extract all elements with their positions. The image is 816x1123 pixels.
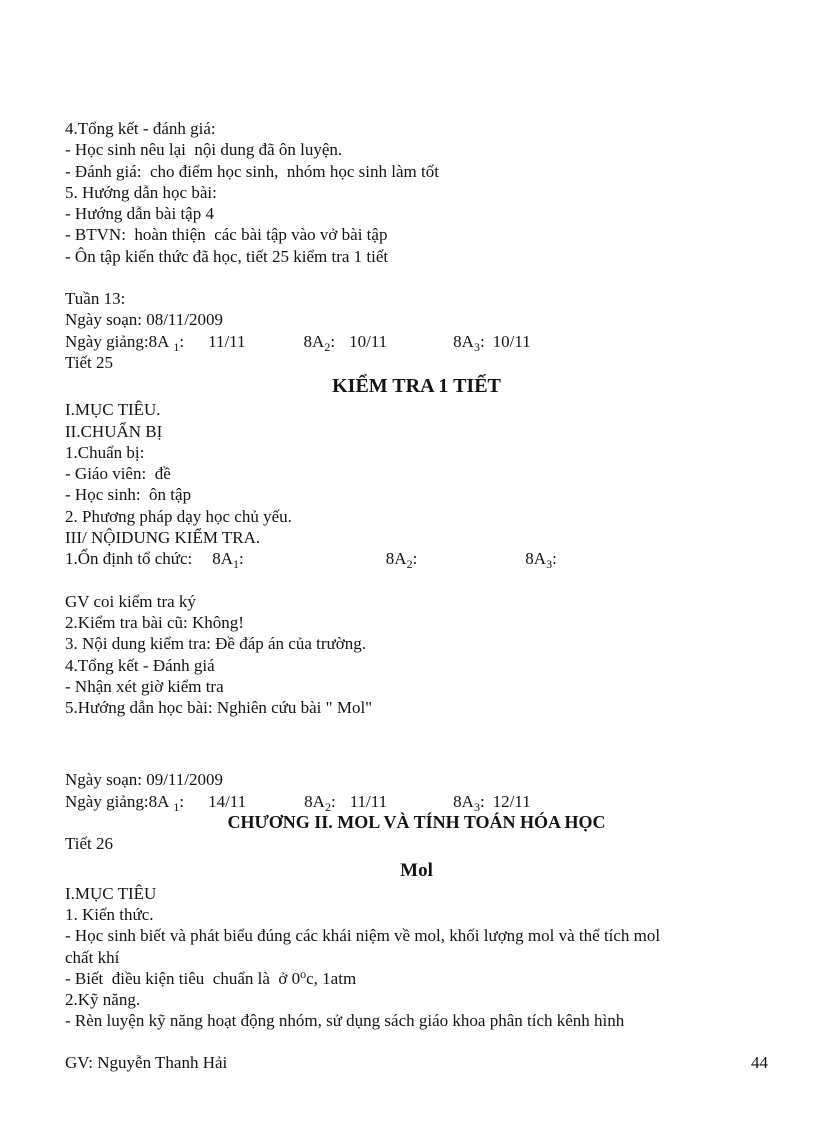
tab-space — [387, 806, 453, 807]
date-8a1: 11/11 — [208, 331, 246, 351]
blank-line — [65, 718, 768, 769]
tab-space — [485, 346, 493, 347]
class-8a2: 8A — [304, 791, 325, 811]
ngay-giang-line: Ngày giảng:8A $_1$: 14/11 $8A_2$: 11/11 $8A_3$: 12/11 — [65, 791, 531, 814]
tiet-label: Tiết 25 — [65, 352, 114, 372]
text-line: chất khí — [65, 947, 120, 967]
text-line: 5.Hướng dẫn học bài: Nghiên cứu bài " Mol" — [65, 698, 373, 718]
text-line: - Nhận xét giờ kiểm tra — [65, 676, 224, 696]
lesson-title: KIỂM TRA 1 TIẾT — [332, 375, 501, 398]
date-8a3: 10/11 — [492, 331, 531, 351]
class-8a2-subscript: 2 — [324, 799, 331, 814]
tab-space — [192, 563, 212, 564]
date-8a3: 12/11 — [492, 791, 531, 811]
ngay-giang-line: Ngày giảng:8A $_1$: 11/11 $8A_2$: 10/11 $8A_3$: 10/11 — [65, 331, 531, 354]
review-line: - Ôn tập kiến thức đã học, tiết 25 kiểm tra 1 tiết — [65, 246, 389, 266]
class-8a3-subscript: 3 — [473, 339, 480, 354]
section-heading: III/ NỘIDUNG KIỂM TRA. — [65, 528, 261, 548]
review-line: 5. Hướng dẫn học bài: — [65, 182, 217, 202]
text-line: 2.Kiểm tra bài cũ: Không! — [65, 612, 244, 632]
section-heading: I.MỤC TIÊU. — [65, 400, 161, 420]
class-8a3-subscript: 3 — [473, 799, 480, 814]
std-condition-line: - Biết điều kiện tiêu chuẩn là ở 0$^o$c, 1atm — [65, 966, 357, 988]
footer-teacher: GV: Nguyễn Thanh Hải — [65, 1053, 228, 1072]
class-8a1-subscript: 1 — [233, 557, 240, 572]
class-8a2-subscript: 2 — [324, 339, 331, 354]
page-footer — [65, 1052, 768, 1073]
text-line: 1. Kiến thức. — [65, 904, 154, 924]
class-8a3: 8A — [453, 331, 474, 351]
degree-superscript: o — [300, 966, 307, 981]
week-label: Tuần 13: — [65, 289, 126, 309]
text-line: GV coi kiểm tra ký — [65, 591, 196, 611]
on-dinh-prefix: 1.Ổn định tổ chức: — [65, 549, 193, 569]
review-line: 4.Tổng kết - đánh giá: — [65, 119, 216, 138]
blank-line — [65, 570, 768, 591]
text-line: - Học sinh biết và phát biểu đúng các khái niệm về mol, khối lượng mol và thể tích mol — [65, 926, 661, 946]
text-line: 2. Phương pháp dạy học chủ yếu. — [65, 506, 292, 526]
text-line: - Giáo viên: đề — [65, 464, 171, 484]
review-line: - BTVN: hoàn thiện các bài tập vào vở bài tập — [65, 225, 388, 245]
text-line: 1.Chuẩn bị: — [65, 442, 145, 462]
text-line: - Học sinh: ôn tập — [65, 485, 192, 505]
ngay-soan-line: Ngày soạn: 08/11/2009 — [65, 310, 224, 330]
date-8a2: 11/11 — [349, 791, 388, 811]
text-line: 4.Tổng kết - Đánh giá — [65, 655, 215, 675]
class-8a1-subscript: 1 — [173, 799, 180, 814]
page-number: 44 — [751, 1053, 768, 1072]
review-line: - Đánh giá: cho điểm học sinh, nhóm học sinh làm tốt — [65, 161, 439, 181]
class-8a1: 8A — [212, 549, 234, 569]
tab-space — [336, 806, 350, 807]
class-8a2-subscript: 2 — [406, 557, 413, 572]
tab-space — [417, 563, 525, 564]
blank-line — [65, 267, 768, 288]
tab-space — [335, 346, 349, 347]
date-8a1: 14/11 — [208, 791, 247, 811]
class-8a3: 8A — [453, 791, 474, 811]
review-line: - Hướng dẫn bài tập 4 — [65, 204, 214, 224]
class-8a2: 8A — [385, 549, 407, 569]
class-8a2: 8A — [303, 331, 325, 351]
review-line: - Học sinh nêu lại nội dung đã ôn luyện. — [65, 140, 343, 160]
class-8a3: 8A — [525, 549, 547, 569]
tab-space — [246, 806, 304, 807]
text-line: - Rèn luyện kỹ năng hoạt động nhóm, sử dụng sách giáo khoa phân tích kênh hình — [65, 1011, 625, 1031]
giang-prefix: Ngày giảng:8A — [65, 331, 170, 351]
class-8a1-subscript: 1 — [173, 339, 180, 354]
tab-space — [485, 806, 493, 807]
date-8a2: 10/11 — [349, 331, 388, 351]
tab-space — [387, 346, 453, 347]
tab-space — [184, 346, 208, 347]
tiet-label: Tiết 26 — [65, 834, 114, 854]
section-heading: II.CHUẨN BỊ — [65, 421, 163, 441]
tab-space — [244, 563, 386, 564]
chapter-title: CHƯƠNG II. MOL VÀ TÍNH TOÁN HÓA HỌC — [227, 812, 606, 833]
ngay-soan-line: Ngày soạn: 09/11/2009 — [65, 770, 224, 790]
giang-prefix: Ngày giảng:8A — [65, 791, 170, 811]
text-line: 3. Nội dung kiểm tra: Đề đáp án của trường. — [65, 634, 366, 654]
lesson-title: Mol — [400, 859, 433, 881]
on-dinh-line: 1.Ổn định tổ chức: $8A_1$: $8A_2$: $8A_3$: — [65, 549, 557, 572]
section-heading: I.MỤC TIÊU — [65, 883, 157, 903]
tab-space — [246, 346, 304, 347]
tab-space — [184, 806, 208, 807]
text-line: 2.Kỹ năng. — [65, 990, 141, 1010]
class-8a3-subscript: 3 — [546, 557, 553, 572]
